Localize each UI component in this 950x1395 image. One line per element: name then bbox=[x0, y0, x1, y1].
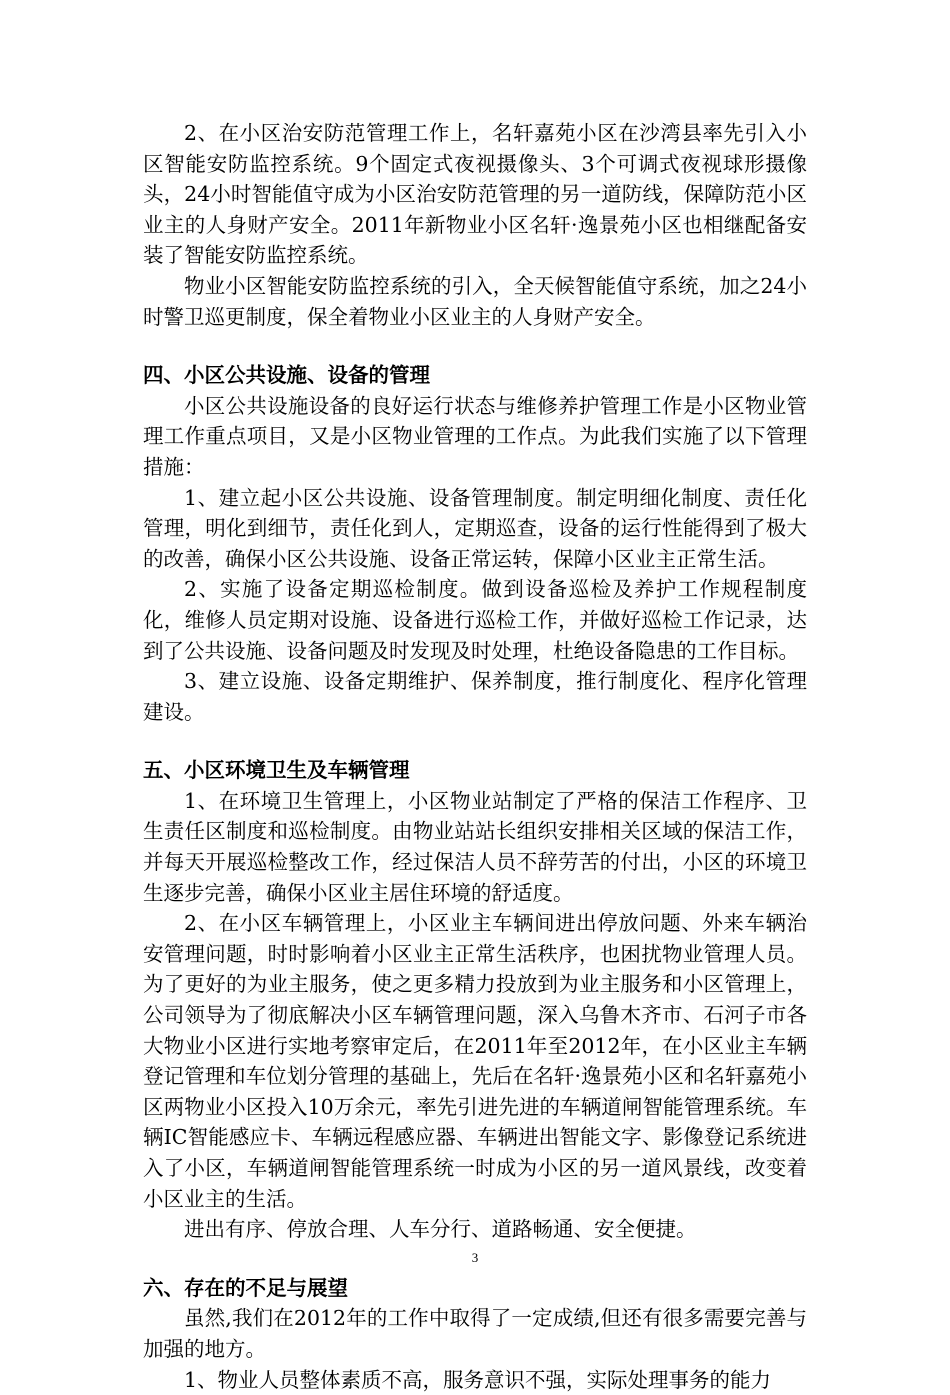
paragraph-shortcomings-intro: 虽然,我们在2012年的工作中取得了一定成绩,但还有很多需要完善与加强的地方。 bbox=[143, 1306, 807, 1361]
paragraph-facilities-intro: 小区公共设施设备的良好运行状态与维修养护管理工作是小区物业管理工作重点项目，又是小区物业管理的工作点。为此我们实施了以下管理措施： bbox=[143, 393, 807, 479]
section-heading-environment-vehicles: 五、小区环境卫生及车辆管理 bbox=[143, 758, 410, 783]
paragraph-environment-hygiene: 1、在环境卫生管理上，小区物业站制定了严格的保洁工作程序、卫生责任区制度和巡检制度。由物业站站长组织安排相关区域的保洁工作，并每天开展巡检整改工作，经过保洁人员不辞劳苦的付出，小区的环境卫生逐步完善，确保小区业主居住环境的舒适度。 bbox=[143, 788, 807, 905]
paragraph-facilities-maintenance: 3、建立设施、设备定期维护、保养制度，推行制度化、程序化管理建设。 bbox=[143, 669, 807, 724]
page-body bbox=[143, 118, 807, 1395]
paragraph-vehicle-summary: 进出有序、停放合理、人车分行、道路畅通、安全便捷。 bbox=[184, 1217, 697, 1242]
page-number: 3 bbox=[471, 1250, 479, 1265]
section-heading-shortcomings: 六、存在的不足与展望 bbox=[143, 1275, 348, 1300]
paragraph-shortcoming-1: 1、物业人员整体素质不高，服务意识不强，实际处理事务的能力 bbox=[184, 1367, 772, 1392]
paragraph-security-summary: 物业小区智能安防监控系统的引入，全天候智能值守系统，加之24小时警卫巡更制度，保全着物业小区业主的人身财产安全。 bbox=[143, 273, 807, 329]
paragraph-facilities-inspection: 2、实施了设备定期巡检制度。做到设备巡检及养护工作规程制度化，维修人员定期对设施、设备进行巡检工作，并做好巡检工作记录，达到了公共设施、设备问题及时发现及时处理，杜绝设备隐患的工作目标。 bbox=[143, 577, 807, 663]
section-heading-facilities: 四、小区公共设施、设备的管理 bbox=[143, 363, 430, 388]
paragraph-facilities-rules: 1、建立起小区公共设施、设备管理制度。制定明细化制度、责任化管理，明化到细节，责任化到人，定期巡查，设备的运行性能得到了极大的改善，确保小区公共设施、设备正常运转，保障小区业主正常生活。 bbox=[143, 485, 807, 571]
paragraph-security-monitoring: 2、在小区治安防范管理工作上，名轩嘉苑小区在沙湾县率先引入小区智能安防监控系统。9个固定式夜视摄像头、3个可调式夜视球形摄像头，24小时智能值守成为小区治安防范管理的另一道防线，保障防范小区业主的人身财产安全。2011年新物业小区名轩·逸景苑小区也相继配备安装了智能安防监控系统。 bbox=[143, 121, 807, 268]
paragraph-vehicle-management: 2、在小区车辆管理上，小区业主车辆间进出停放问题、外来车辆治安管理问题，时时影响着小区业主正常生活秩序，也困扰物业管理人员。为了更好的为业主服务，使之更多精力投放到为业主服务和小区管理上，公司领导为了彻底解决小区车辆管理问题，深入乌鲁木齐市、石河子市各大物业小区进行实地考察审定后，在2011年至2012年，在小区业主车辆登记管理和车位划分管理的基础上，先后在名轩·逸景苑小区和名轩嘉苑小区两物业小区投入10万余元，率先引进先进的车辆道闸智能管理系统。车辆IC智能感应卡、车辆远程感应器、车辆进出智能文字、影像登记系统进入了小区，车辆道闸智能管理系统一时成为小区的另一道风景线，改变着小区业主的生活。 bbox=[143, 911, 807, 1211]
